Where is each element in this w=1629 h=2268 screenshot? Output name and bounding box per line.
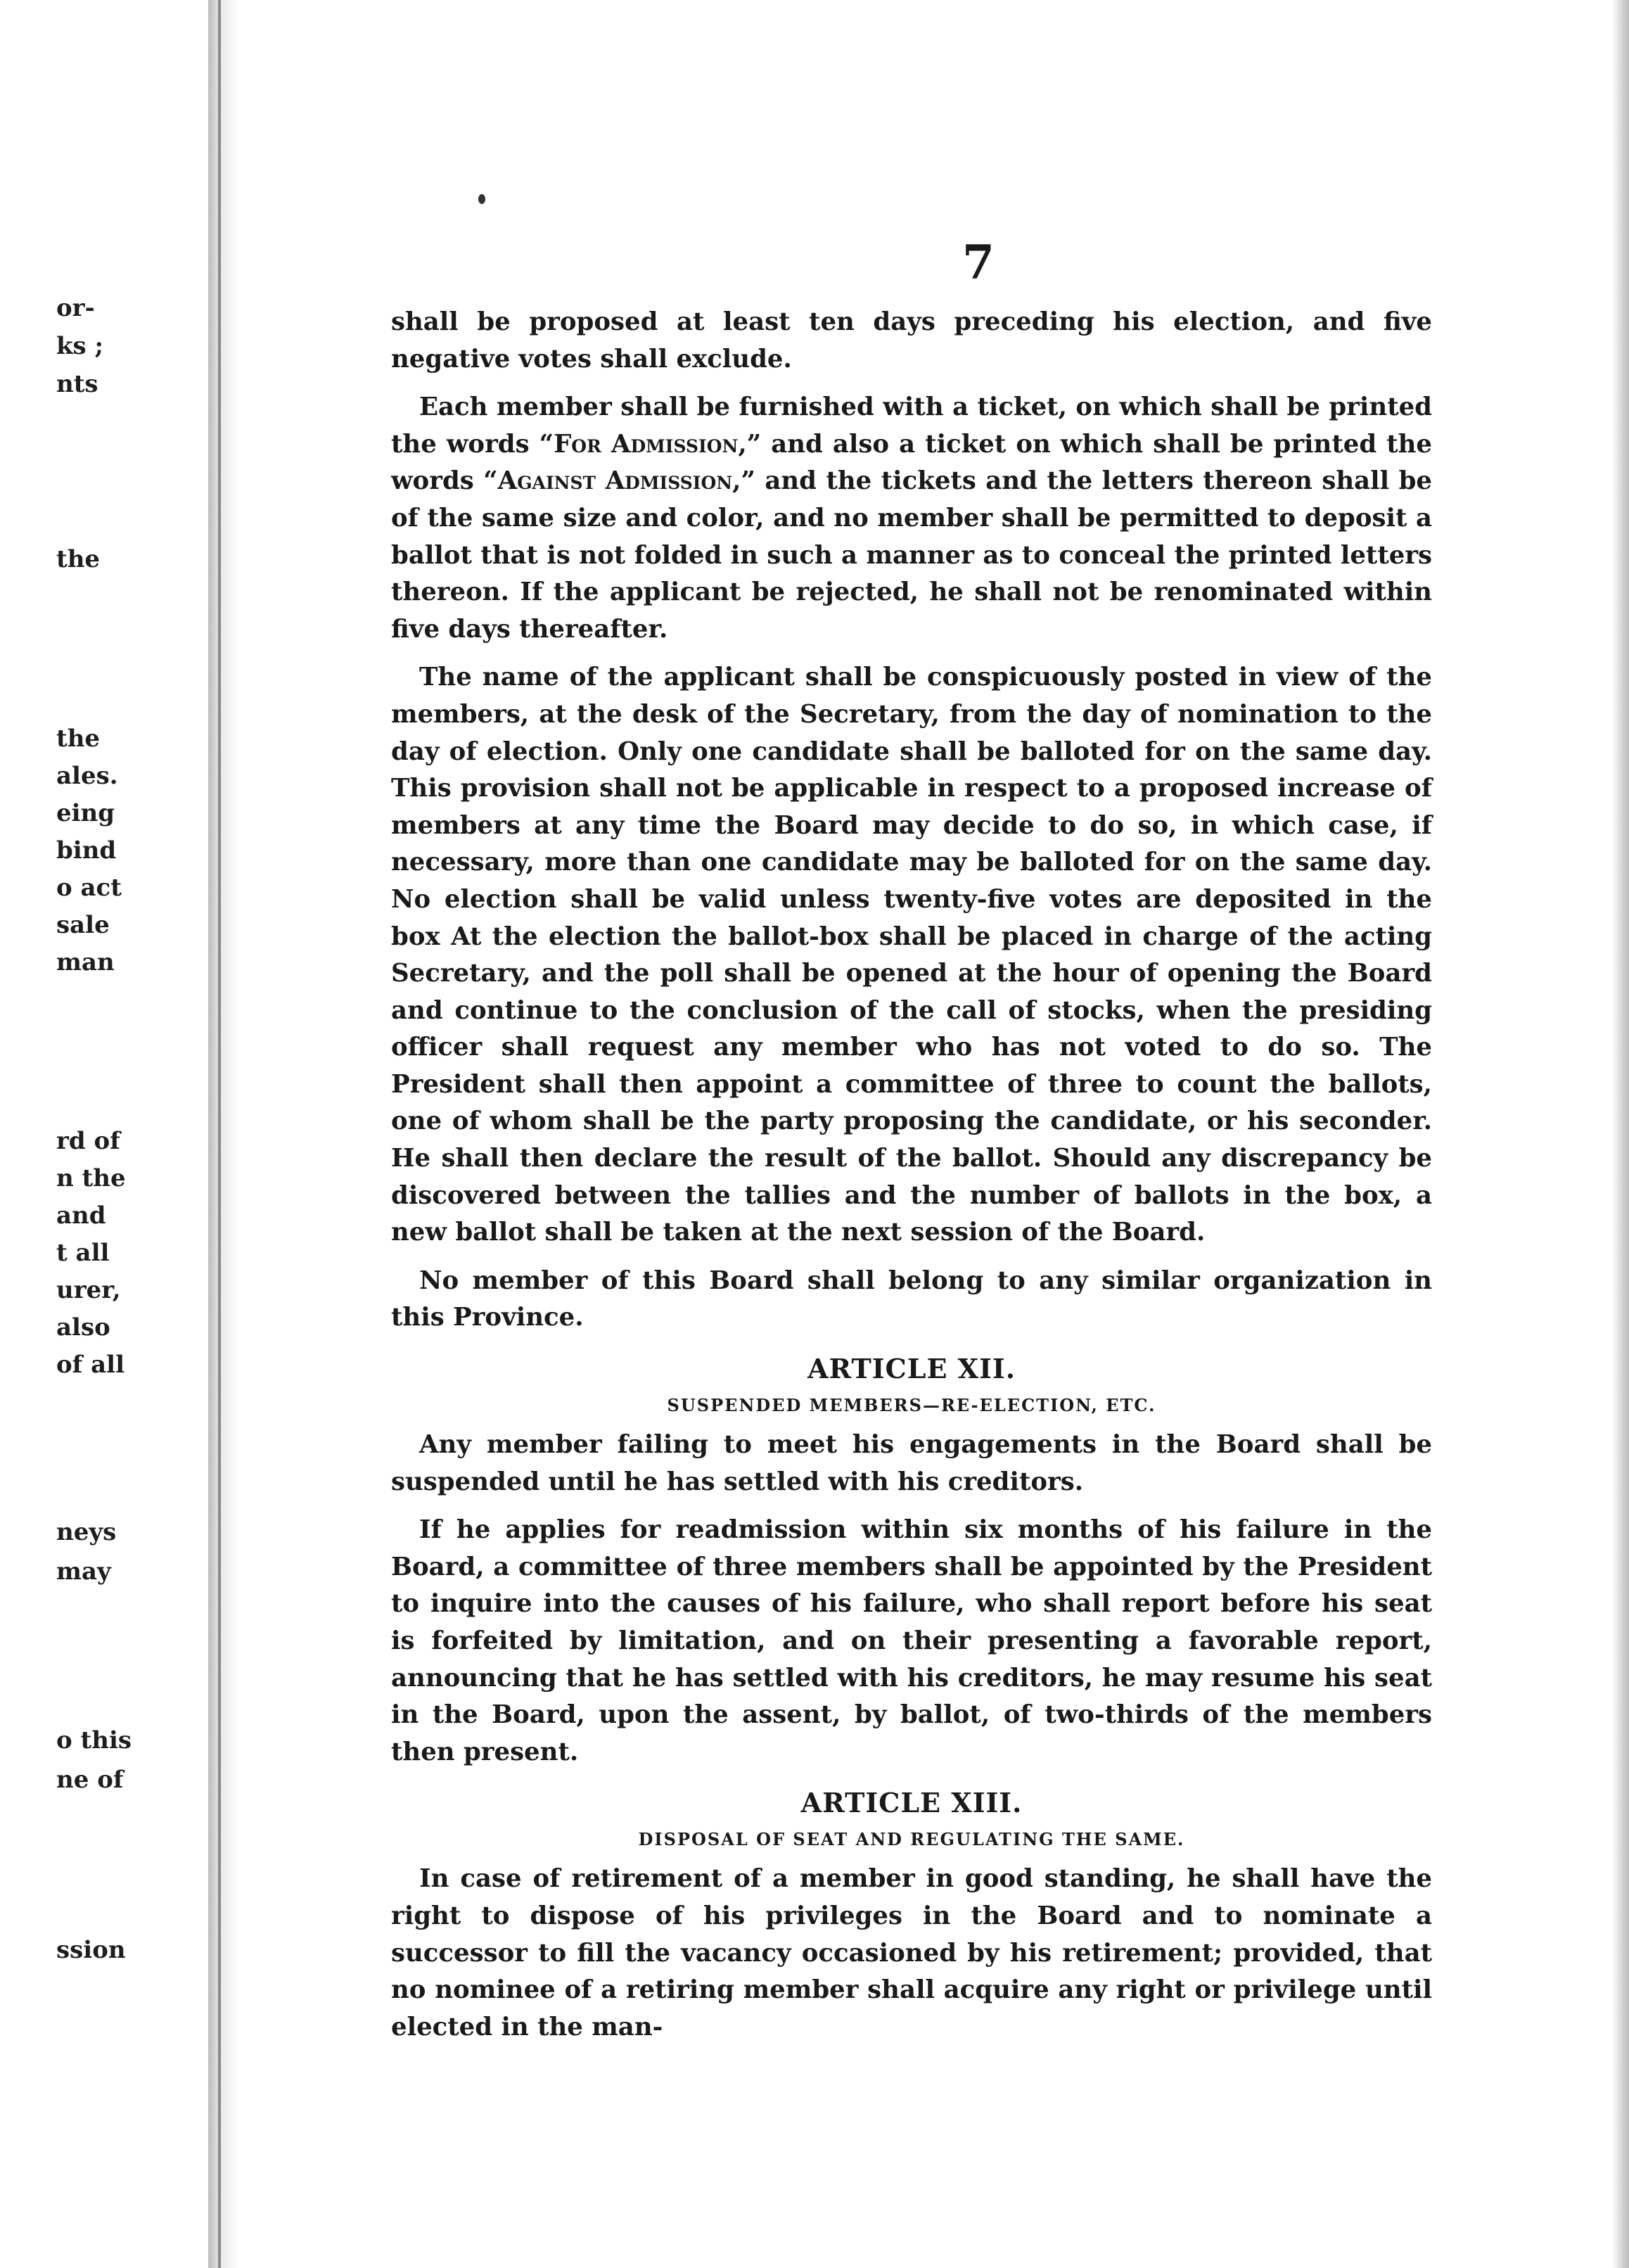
paragraph-election-votes: shall be proposed at least ten days preceding his election, and five negative votes shall exclude. <box>391 307 1432 374</box>
document-page <box>391 235 1433 2057</box>
facing-page-line: neys <box>56 1518 117 1546</box>
facing-page-line: ssion <box>56 1936 126 1964</box>
facing-page-line: urer, <box>56 1276 121 1304</box>
facing-page-line: ales. <box>56 762 118 790</box>
article-12-subheading: SUSPENDED MEMBERS—RE-ELECTION, ETC. <box>667 1395 1156 1416</box>
against-admission-label: Against Admission, <box>497 466 741 496</box>
page-right-edge <box>1612 0 1629 2268</box>
paragraph-suspended-members: Any member failing to meet his engagements in the Board shall be suspended until he has settled with his creditors. <box>391 1430 1432 1496</box>
facing-page-line: man <box>56 948 115 976</box>
facing-page-line: the <box>56 545 101 573</box>
text-run: Each member shall be furnished with a ticket, on which shall be printed the words “ <box>391 393 1432 459</box>
paragraph-readmission: If he applies for readmission within six months of his failure in the Board, a committee of three members shall be appointed by the President to inquire into the causes of his failure, who shall report before his seat is forfeited by limitation, and on their presenting a favorable report, announcing that he has settled with his creditors, he may resume his seat in the Board, upon the assent, by ballot, of two-thirds of the members then present. <box>391 1515 1432 1766</box>
facing-page-line: sale <box>56 911 110 939</box>
facing-page-line: may <box>56 1557 111 1586</box>
facing-page-fragments <box>0 0 204 2268</box>
article-13-heading: ARTICLE XIII. <box>800 1787 1023 1819</box>
article-13-subheading: DISPOSAL OF SEAT AND REGULATING THE SAME. <box>638 1829 1185 1850</box>
article-12-heading: ARTICLE XII. <box>807 1353 1016 1385</box>
paragraph-similar-organization: No member of this Board shall belong to any similar organization in this Province. <box>391 1266 1432 1332</box>
facing-page-line: nts <box>56 370 98 398</box>
facing-page-line: n the <box>56 1164 126 1192</box>
paragraph-ballot-tickets <box>391 389 1432 648</box>
facing-page-line: eing <box>56 799 115 827</box>
text-run: ” and the tickets and the letters thereon shall be of the same size and color, and no member shall be permitted to deposit a ballot that is not folded in such a manner as to conceal the printed letters thereon. If the applicant be rejected, he shall not be renominated within five days thereafter. <box>391 466 1433 644</box>
book-gutter-line <box>218 0 221 2268</box>
facing-page-line: o act <box>56 874 122 902</box>
facing-page-line: ks ; <box>56 332 104 360</box>
page-number: 7 <box>962 235 995 290</box>
book-spine-shadow <box>208 0 241 2268</box>
paragraph-applicant-posting: The name of the applicant shall be conspicuously posted in view of the members, at the desk of the Secretary, from the day of nomination to the day of election. Only one candidate shall be balloted for on the same day. This provision shall not be applicable in respect to a proposed increase of members at any time the Board may decide to do so, in which case, if necessary, more than one candidate may be balloted for on the same day. No election shall be valid unless twenty-five votes are deposited in the box At the election the ballot-box shall be placed in charge of the acting Secretary, and the poll shall be opened at the hour of opening the Board and continue to the conclusion of the call of stocks, when the presiding officer shall request any member who has not voted to do so. The President shall then appoint a committee of three to count the ballots, one of whom shall be the party proposing the candidate, or his seconder. He shall then declare the result of the ballot. Should any discrepancy be discovered between the tallies and the number of ballots in the box, a new ballot shall be taken at the next session of the Board. <box>391 663 1432 1247</box>
facing-page-line: also <box>56 1313 110 1342</box>
facing-page-line: o this <box>56 1726 132 1754</box>
facing-page-line: bind <box>56 836 117 865</box>
for-admission-label: For Admission, <box>554 429 747 459</box>
facing-page-line: t all <box>56 1239 110 1267</box>
ink-smudge <box>478 194 485 204</box>
text-run: ” and also a ticket on which shall be printed the words “ <box>391 429 1432 496</box>
facing-page-line: or- <box>56 294 95 322</box>
facing-page-line: ne of <box>56 1766 124 1794</box>
paragraph-seat-disposal: In case of retirement of a member in good standing, he shall have the right to dispose of his privileges in the Board and to nominate a successor to fill the vacancy occasioned by his retirement; provided, that no nominee of a retiring member shall acquire any right or privilege until elected in the man- <box>391 1864 1432 2041</box>
facing-page-line: of all <box>56 1351 125 1379</box>
facing-page-line: and <box>56 1202 106 1230</box>
facing-page-line: rd of <box>56 1127 120 1155</box>
facing-page-line: the <box>56 725 101 753</box>
